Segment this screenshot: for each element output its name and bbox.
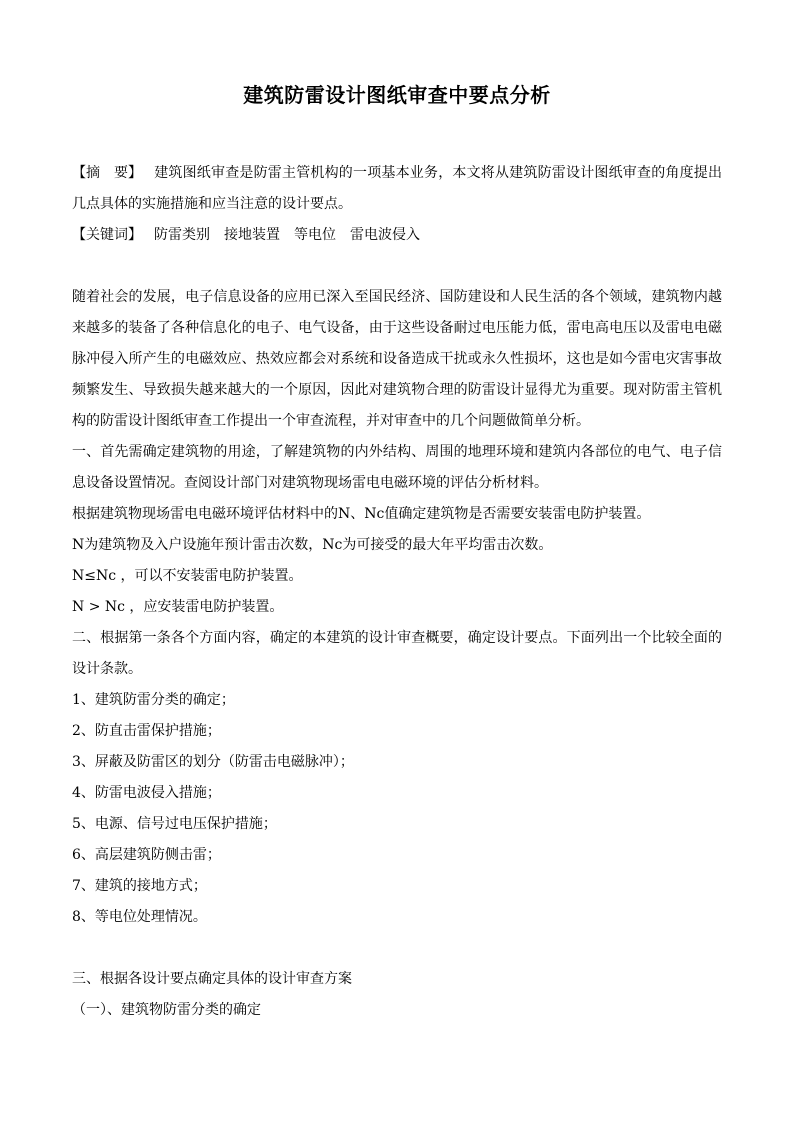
document-body (72, 158, 722, 1026)
list-item: 1、建筑防雷分类的确定； (72, 692, 235, 708)
list-item: 8、等电位处理情况。 (72, 909, 207, 925)
list-item: 2、防直击雷保护措施； (72, 723, 221, 739)
abstract-text: 建筑图纸审查是防雷主管机构的一项基本业务，本文将从建筑防雷设计图纸审查的角度提出几点具体的实施措施和应当注意的设计要点。 (72, 165, 722, 212)
blank-line (72, 933, 722, 964)
document-title: 建筑防雷设计图纸审查中要点分析 (243, 83, 551, 107)
list-item: 6、高层建筑防侧击雷； (72, 847, 221, 863)
list-item: 5、电源、信号过电压保护措施； (72, 816, 277, 832)
subsection-one-heading: （一）、建筑物防雷分类的确定 (72, 1002, 261, 1018)
definition-paragraph: N为建筑物及入户设施年预计雷击次数，Nc为可接受的最大年平均雷击次数。 (72, 537, 553, 553)
condition-no-install: N≤Nc ，可以不安装雷电防护装置。 (72, 568, 303, 584)
section-three-heading: 三、根据各设计要点确定具体的设计审查方案 (72, 971, 352, 987)
blank-line (72, 251, 722, 282)
keywords-label: 【关键词】 (72, 227, 142, 243)
list-item: 3、屏蔽及防雷区的划分（防雷击电磁脉冲）； (72, 754, 354, 770)
criteria-paragraph: 根据建筑物现场雷电电磁环境评估材料中的N、Nc值确定建筑物是否需要安装雷电防护装置。 (72, 506, 651, 522)
keywords-paragraph (72, 220, 722, 251)
step-two-paragraph: 二、根据第一条各个方面内容，确定的本建筑的设计审查概要，确定设计要点。下面列出一个比较全面的设计条款。 (72, 630, 722, 677)
condition-install: N > Nc ，应安装雷电防护装置。 (72, 599, 284, 615)
step-one-paragraph: 一、首先需确定建筑物的用途，了解建筑物的内外结构、周围的地理环境和建筑内各部位的电气、电子信息设备设置情况。查阅设计部门对建筑物现场雷电电磁环境的评估分析材料。 (72, 444, 722, 491)
list-item: 7、建筑的接地方式； (72, 878, 207, 894)
abstract-label: 【摘 要】 (72, 165, 142, 181)
keywords-text: 防雷类别 接地装置 等电位 雷电波侵入 (154, 227, 420, 243)
list-item: 4、防雷电波侵入措施； (72, 785, 221, 801)
abstract-paragraph (72, 158, 722, 220)
intro-paragraph: 随着社会的发展，电子信息设备的应用已深入至国民经济、国防建设和人民生活的各个领域，建筑物内越来越多的装备了各种信息化的电子、电气设备，由于这些设备耐过电压能力低，雷电高电压以及雷电电磁脉冲侵入所产生的电磁效应、热效应都会对系统和设备造成干扰或永久性损坏，这也是如今雷电灾害事故频繁发生、导致损失越来越大的一个原因，因此对建筑物合理的防雷设计显得尤为重要。现对防雷主管机构的防雷设计图纸审查工作提出一个审查流程，并对审查中的几个问题做简单分析。 (72, 289, 722, 429)
